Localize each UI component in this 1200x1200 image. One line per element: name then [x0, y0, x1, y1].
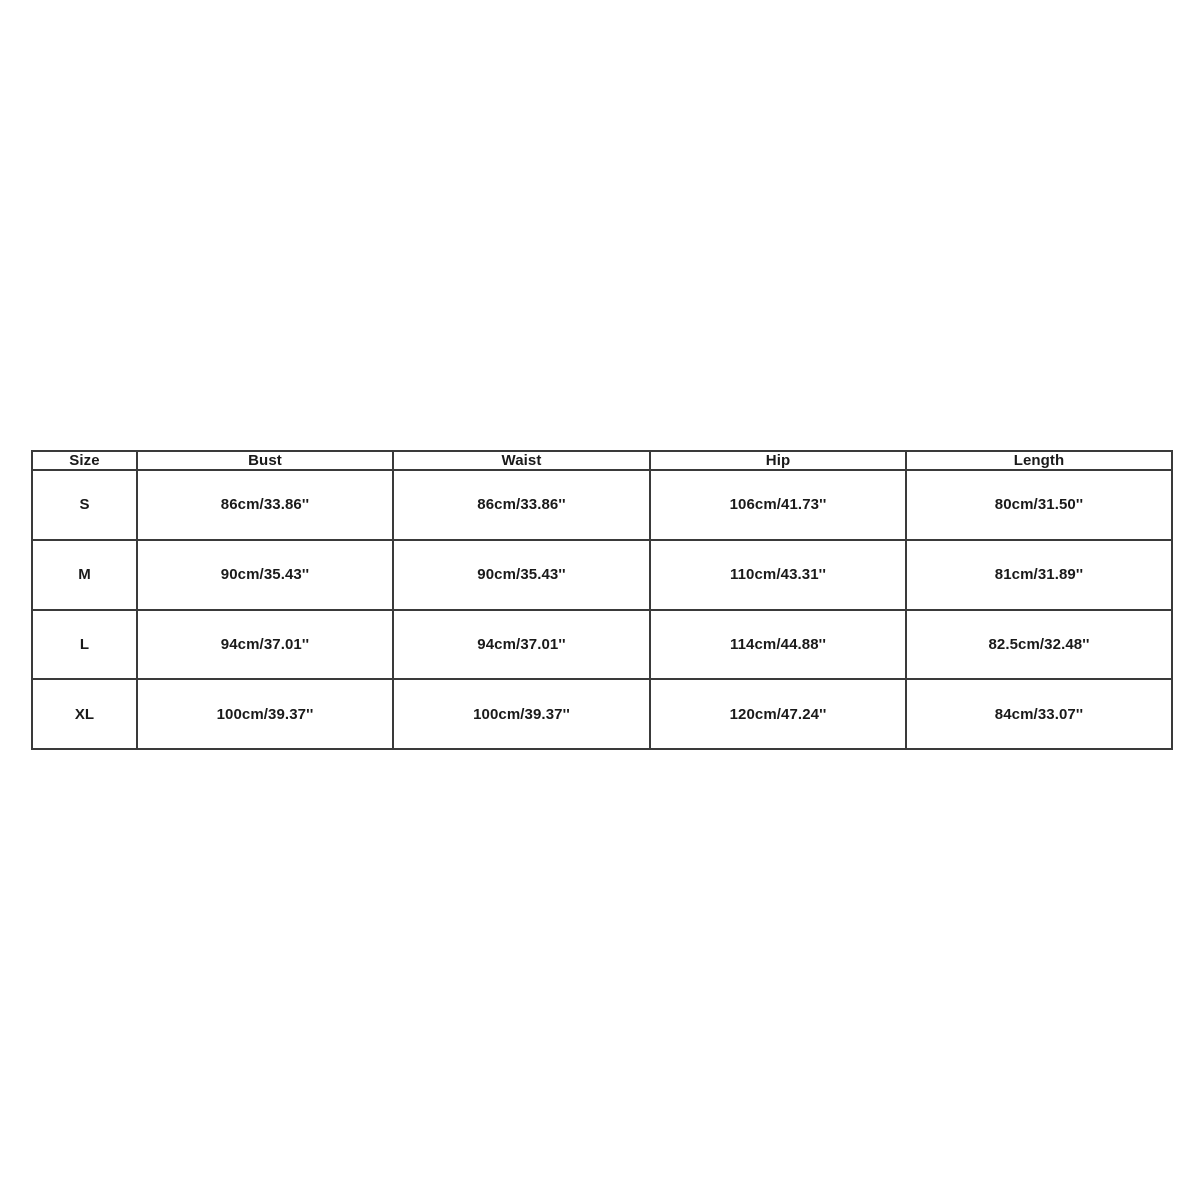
cell-hip: 114cm/44.88'' [650, 610, 906, 680]
table-row [32, 470, 1172, 540]
cell-length: 82.5cm/32.48'' [906, 610, 1172, 680]
table-row [32, 540, 1172, 610]
cell-size: L [32, 610, 137, 680]
cell-waist: 100cm/39.37'' [393, 679, 650, 749]
cell-size: XL [32, 679, 137, 749]
cell-waist: 90cm/35.43'' [393, 540, 650, 610]
header-hip: Hip [650, 451, 906, 470]
cell-waist: 94cm/37.01'' [393, 610, 650, 680]
table-row [32, 610, 1172, 680]
cell-size: S [32, 470, 137, 540]
cell-bust: 86cm/33.86'' [137, 470, 393, 540]
cell-hip: 110cm/43.31'' [650, 540, 906, 610]
cell-bust: 94cm/37.01'' [137, 610, 393, 680]
header-size: Size [32, 451, 137, 470]
table-row [32, 679, 1172, 749]
cell-bust: 100cm/39.37'' [137, 679, 393, 749]
cell-length: 84cm/33.07'' [906, 679, 1172, 749]
header-length: Length [906, 451, 1172, 470]
cell-length: 81cm/31.89'' [906, 540, 1172, 610]
cell-bust: 90cm/35.43'' [137, 540, 393, 610]
cell-length: 80cm/31.50'' [906, 470, 1172, 540]
header-row [32, 451, 1172, 470]
cell-waist: 86cm/33.86'' [393, 470, 650, 540]
cell-hip: 120cm/47.24'' [650, 679, 906, 749]
cell-hip: 106cm/41.73'' [650, 470, 906, 540]
header-waist: Waist [393, 451, 650, 470]
size-chart-table [31, 450, 1173, 750]
cell-size: M [32, 540, 137, 610]
header-bust: Bust [137, 451, 393, 470]
